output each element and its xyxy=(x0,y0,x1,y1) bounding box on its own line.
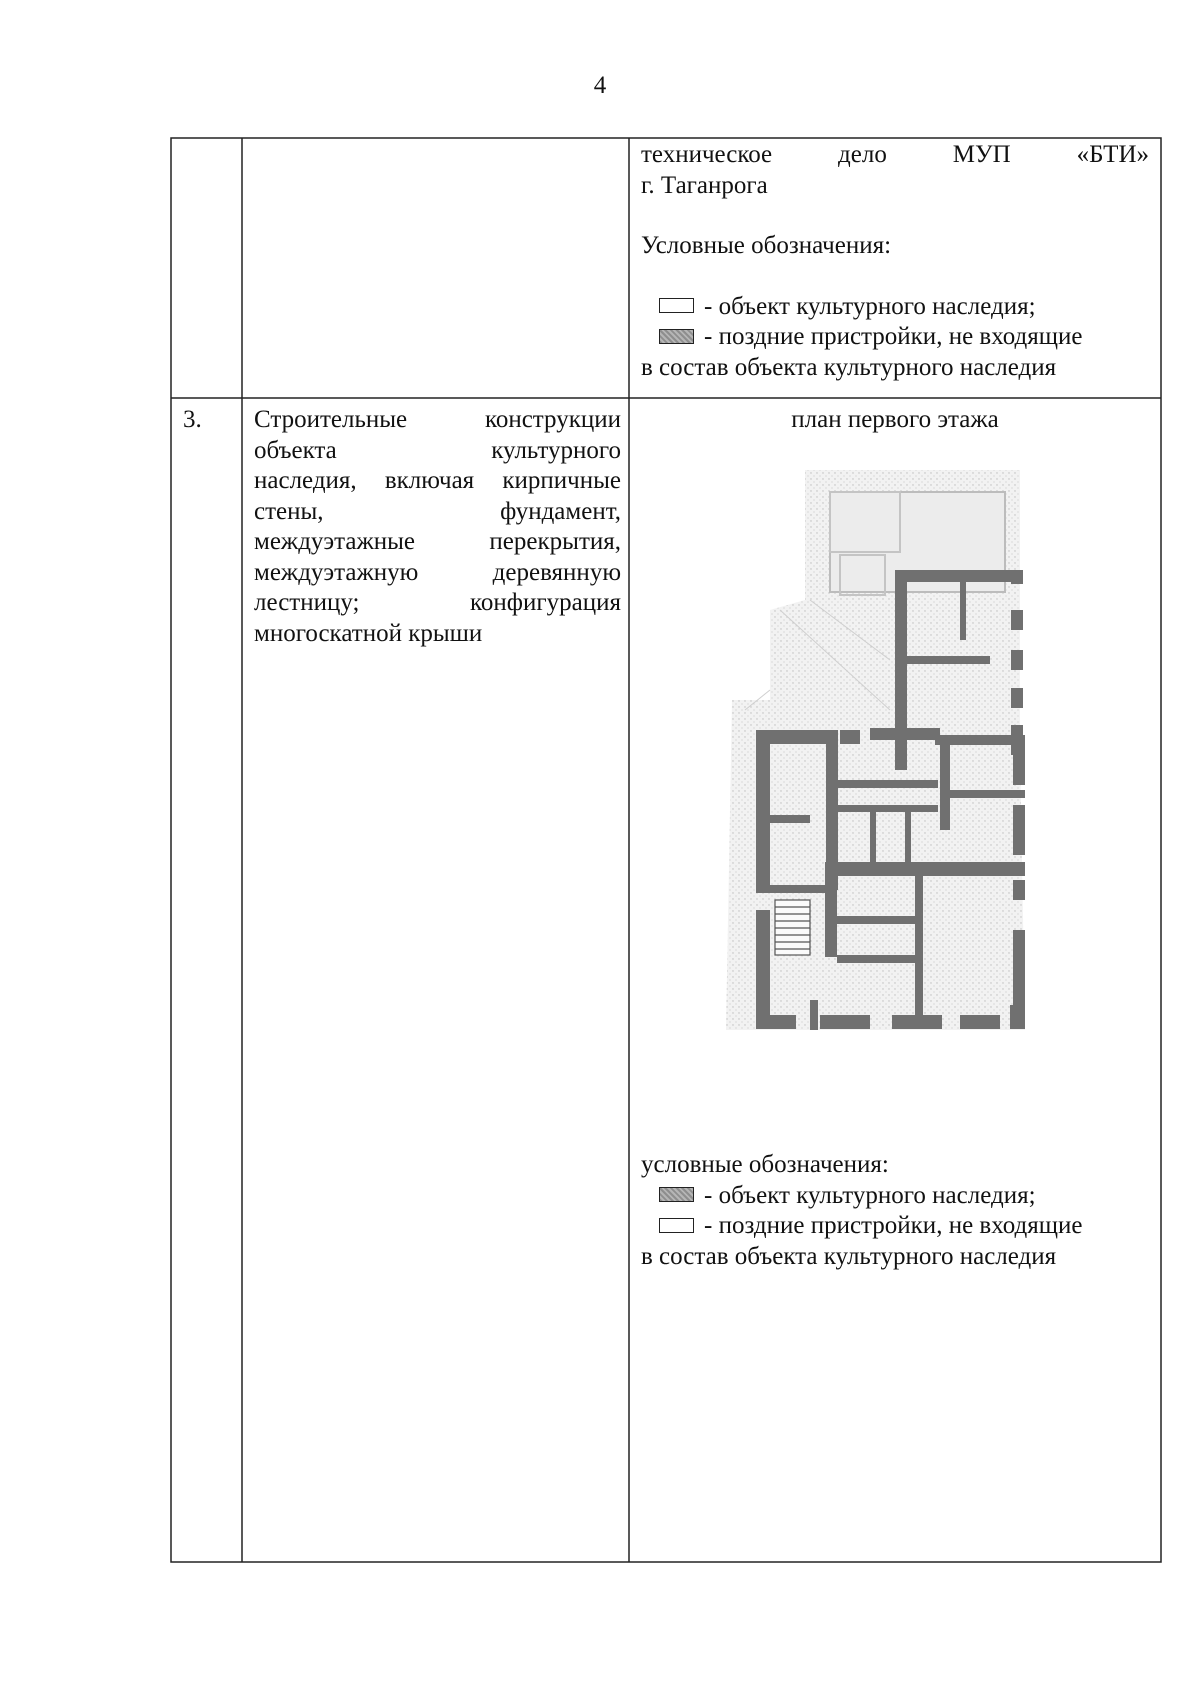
description-line: междуэтажные перекрытия, xyxy=(254,528,621,555)
plan-background xyxy=(726,470,1025,1030)
top-row-cell xyxy=(641,140,1149,383)
legend-tail: в состав объекта культурного наследия xyxy=(641,353,1057,381)
source-line-1: техническое дело МУП «БТИ» xyxy=(641,141,1149,168)
floor-plan xyxy=(720,460,1070,1090)
legend-title: Условные обозначения: xyxy=(641,232,892,259)
legend-tail: в состав объекта культурного наследия xyxy=(641,1242,1057,1270)
description-line: наследия, включая кирпичные xyxy=(254,467,621,494)
legend-item-text: - поздние пристройки, не входящие xyxy=(704,323,1083,350)
legend-item xyxy=(641,1181,1161,1212)
description-line: Строительные конструкции xyxy=(254,406,621,433)
legend-item-text: - поздние пристройки, не входящие xyxy=(704,1212,1083,1239)
legend-swatch-white xyxy=(659,1218,694,1233)
plan-legend xyxy=(641,1150,1161,1272)
legend-item-text: - объект культурного наследия; xyxy=(704,1181,1036,1209)
source-line-2: г. Таганрога xyxy=(641,171,768,199)
legend-swatch-white xyxy=(659,298,694,313)
legend-item xyxy=(641,1211,1161,1242)
description-line: стены, фундамент, xyxy=(254,497,621,525)
legend-swatch-grey xyxy=(659,1187,694,1202)
staircase xyxy=(775,900,810,955)
legend-item-text: - объект культурного наследия; xyxy=(704,292,1036,320)
page-number: 4 xyxy=(593,72,607,99)
description-line: междуэтажную деревянную xyxy=(254,558,621,586)
plan-title: план первого этажа xyxy=(791,406,999,433)
description-line: объекта культурного xyxy=(254,436,621,464)
legend-item xyxy=(641,322,1149,353)
description-line: лестницу; конфигурация xyxy=(254,589,621,616)
legend-item xyxy=(641,292,1149,323)
legend-swatch-grey xyxy=(659,329,694,344)
legend-title: условные обозначения: xyxy=(641,1151,889,1178)
description-line: многоскатной крыши xyxy=(254,619,483,647)
row-description xyxy=(254,405,621,649)
row-number: 3. xyxy=(183,406,202,433)
